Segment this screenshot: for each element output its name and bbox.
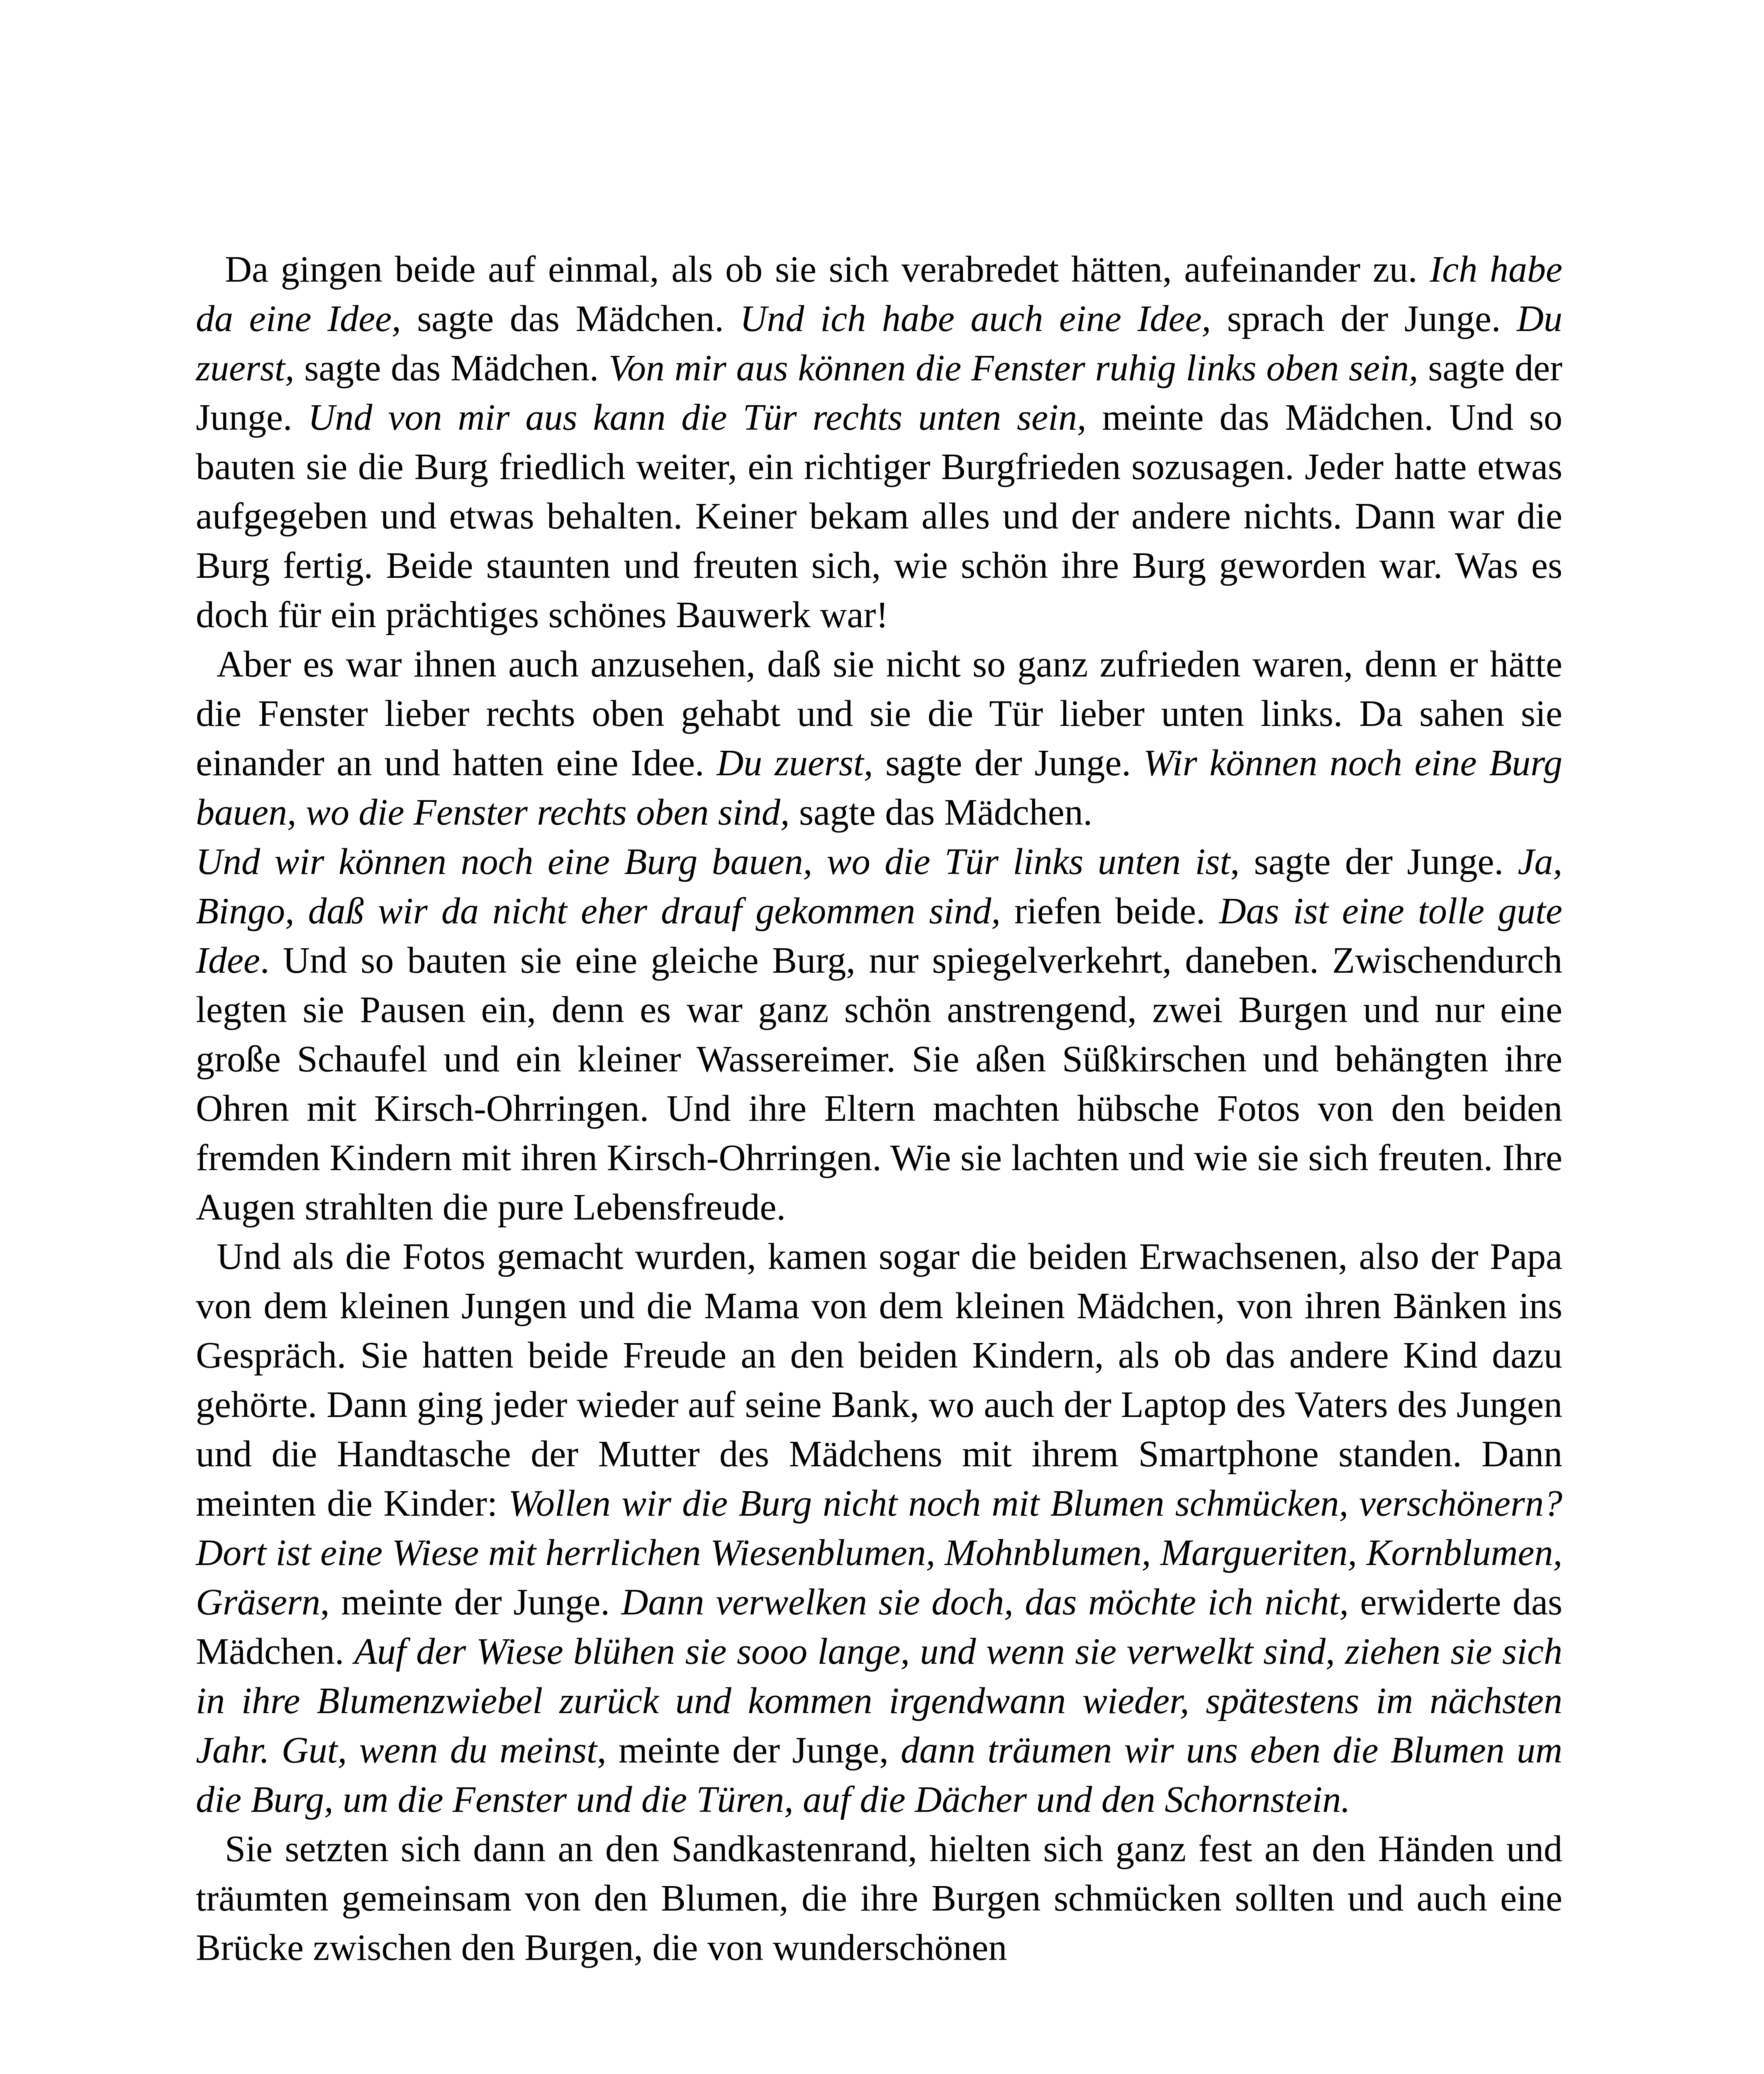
italic-run: Du zuerst, [196, 298, 1562, 389]
italic-run: Das ist eine tolle gute Idee [196, 891, 1562, 981]
paragraph [196, 245, 1562, 640]
italic-run: Auf der Wiese blühen sie sooo lange, und wenn sie verwelkt sind, ziehen sie sich in ihre Blumenzwiebel zurück und kommen irgendwann wieder, spätestens im nächsten Jahr. Gut, wenn du meinst [196, 1631, 1562, 1771]
page-body [196, 245, 1562, 1972]
text-run: , sagte der Junge. [1230, 841, 1518, 882]
text-run: riefen beide. [1000, 891, 1219, 932]
italic-run: Und ich habe auch eine Idee, [740, 298, 1211, 339]
paragraph [196, 1824, 1562, 1972]
text-run: Sie setzten sich dann an den Sandkastenrand, hielten sich ganz fest an den Händen und träumten gemeinsam von den Blumen, die ihre Burgen schmücken sollten und auch eine Brücke zwischen den Burgen, die von wunderschönen [196, 1828, 1562, 1968]
text-run: sagte das Mädchen. [789, 792, 1093, 833]
paragraph [196, 1232, 1562, 1824]
paragraph [196, 640, 1562, 837]
italic-run: Dann verwelken sie doch, das möchte ich nicht, [621, 1582, 1349, 1623]
text-run: sagte das Mädchen. [294, 348, 609, 389]
italic-run: Und wir können noch eine Burg bauen, wo die Tür links unten ist [196, 841, 1230, 882]
text-run: sagte der Junge. [196, 348, 1563, 438]
italic-run: Von mir aus können die Fenster ruhig links oben sein, [609, 348, 1418, 389]
text-run: Aber es war ihnen auch anzusehen, daß sie nicht so ganz zufrieden waren, denn er hätte die Fenster lieber rechts oben gehabt und sie die Tür lieber unten links. Da sahen sie einander an und hatten eine Idee. [196, 644, 1562, 784]
italic-run: Ja, Bingo, daß wir da nicht eher drauf gekommen sind, [196, 841, 1562, 932]
text-run: . Und so bauten sie eine gleiche Burg, nur spiegelverkehrt, daneben. Zwischendurch legten sie Pausen ein, denn es war ganz schön anstrengend, zwei Burgen und nur eine große Schaufel und ein kleiner Wassereimer. Sie aßen Süßkirschen und behängten ihre Ohren mit Kirsch-Ohrringen. Und ihre Eltern machten hübsche Fotos von den beiden fremden Kindern mit ihren Kirsch-Ohrringen. Wie sie lachten und wie sie sich freuten. Ihre Augen strahlten die pure Lebensfreude. [196, 940, 1562, 1228]
italic-run: Wir können noch eine Burg bauen, wo die Fenster rechts oben sind, [196, 742, 1562, 833]
italic-run: Ich habe da eine Idee, [196, 249, 1562, 339]
text-run: erwiderte das Mädchen. [196, 1582, 1562, 1672]
text-run: , meinte der Junge. [320, 1582, 621, 1623]
italic-run: Du zuerst, [716, 742, 873, 784]
paragraph [196, 837, 1562, 1232]
text-run: , meinte der Junge, [597, 1730, 901, 1771]
text-run: sagte der Junge. [873, 742, 1143, 784]
text-run: sprach der Junge. [1211, 298, 1517, 339]
italic-run: dann träumen wir uns eben die Blumen um die Burg, um die Fenster und die Türen, auf die Dächer und den Schornstein. [196, 1730, 1563, 1820]
text-run: Und als die Fotos gemacht wurden, kamen sogar die beiden Erwachsenen, also der Papa von dem kleinen Jungen und die Mama von dem kleinen Mädchen, von ihren Bänken ins Gespräch. Sie hatten beide Freude an den beiden Kindern, als ob das andere Kind dazu gehörte. Dann ging jeder wieder auf seine Bank, wo auch der Laptop des Vaters des Jungen und die Handtasche der Mutter des Mädchens mit ihrem Smartphone standen. Dann meinten die Kinder: [196, 1236, 1562, 1524]
text-run: sagte das Mädchen. [401, 298, 740, 339]
italic-run: Wollen wir die Burg nicht noch mit Blumen schmücken, verschönern? Dort ist eine Wiese mit herrlichen Wiesenblumen, Mohnblumen, Margueriten, Kornblumen, Gräsern [196, 1483, 1563, 1623]
italic-run: Und von mir aus kann die Tür rechts unten sein, [308, 397, 1087, 438]
text-run: Da gingen beide auf einmal, als ob sie sich verabredet hätten, aufeinander zu. [225, 249, 1430, 290]
text-run: meinte das Mädchen. Und so bauten sie die Burg friedlich weiter, ein richtiger Burgfrieden sozusagen. Jeder hatte etwas aufgegeben und etwas behalten. Keiner bekam alles und der andere nichts. Dann war die Burg fertig. Beide staunten und freuten sich, wie schön ihre Burg geworden war. Was es doch für ein prächtiges schönes Bauwerk war! [196, 397, 1563, 635]
